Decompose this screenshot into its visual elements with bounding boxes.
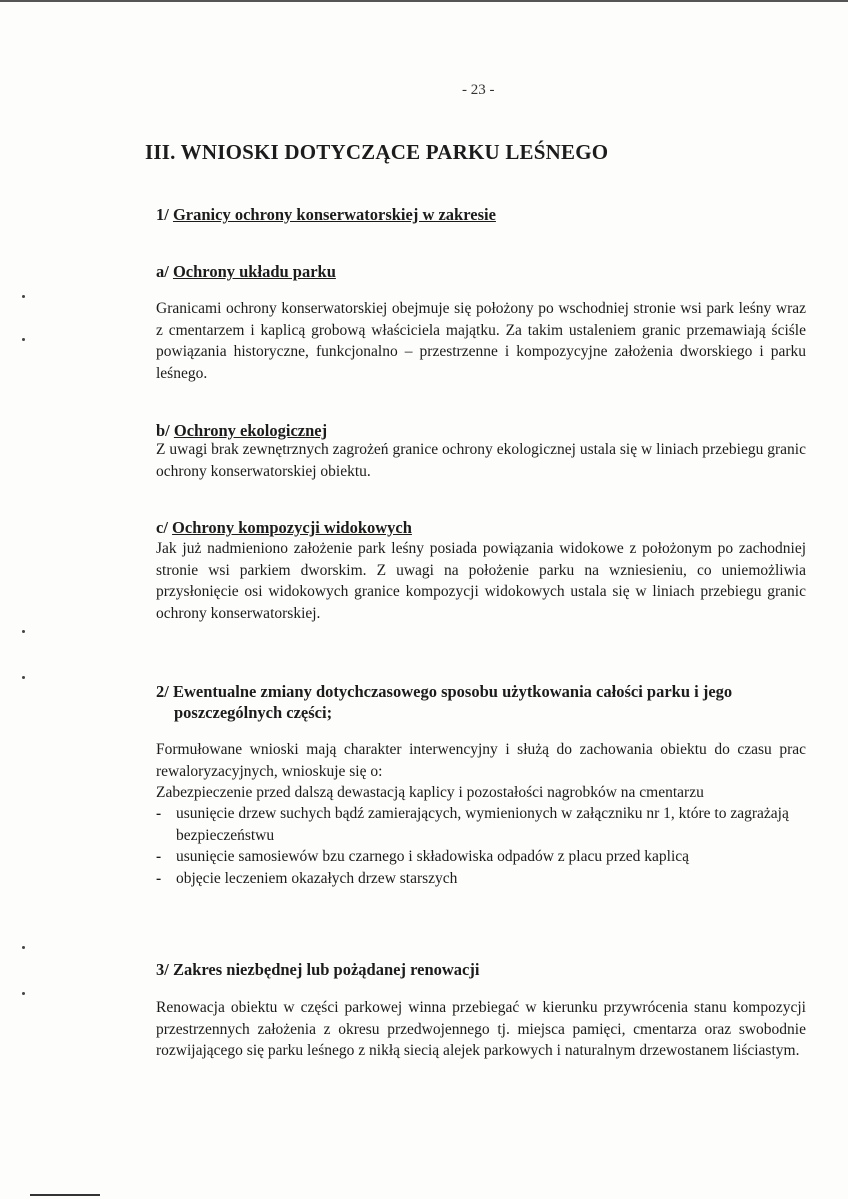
section-1-title: Granicy ochrony konserwatorskiej w zakresie: [172, 205, 496, 224]
section-2-heading-line1: 2/ Ewentualne zmiany dotychczasowego sposobu użytkowania całości parku i jego: [156, 682, 733, 701]
page-title: III. WNIOSKI DOTYCZĄCE PARKU LEŚNEGO: [145, 140, 609, 164]
subsection-a-title: Ochrony układu parku: [172, 262, 336, 281]
list-item: - usunięcie samosiewów bzu czarnego i składowiska odpadów z placu przed kaplicą: [156, 846, 816, 868]
subsection-b-text: Z uwagi brak zewnętrznych zagrożeń granice ochrony ekologicznej ustala się w liniach przebiegu granic ochrony konserwatorskiej obiektu.: [156, 441, 806, 480]
subsection-c-prefix: c/: [156, 518, 173, 537]
subsection-a-text: Granicami ochrony konserwatorskiej obejmuje się położony po wschodniej stronie wsi park leśny wraz z cmentarzem i kaplicą grobową właściciela majątku. Za takim ustaleniem granic przemawiają ściśle powiązania historyczne, funkcjonalno – przestrzenne i kompozycyjne założenia dworskiego i parku leśnego.: [156, 300, 806, 382]
page-number: - 23 -: [462, 82, 495, 98]
subsection-b-heading: [156, 421, 327, 441]
section-2-intro: Formułowane wnioski mają charakter interwencyjny i służą do zachowania obiektu do czasu prac rewaloryzacyjnych, wnioskuje się o:: [156, 741, 806, 780]
scan-top-edge: [0, 0, 848, 2]
section-1-prefix: 1/: [156, 205, 173, 224]
subsection-c-text: Jak już nadmieniono założenie park leśny posiada powiązania widokowe z położonym po zachodniej stronie wsi parkiem dworskim. Z uwagi na położenie parku na wzniesieniu, co uniemożliwia przysłonięcie osi widokowych granice kompozycji widokowych ustala się w liniach przebiegu granic ochrony konserwatorskiej.: [156, 540, 806, 622]
list-item: - objęcie leczeniem okazałych drzew starszych: [156, 868, 816, 890]
scan-speck: [22, 295, 25, 298]
section-3-text: Renowacja obiektu w części parkowej winna przebiegać w kierunku przywrócenia stanu kompozycji przestrzennych założenia z okresu przedwojennego tj. miejsca pamięci, cmentarza oraz swobodnie rozwijającego się parku leśnego z nikłą siecią alejek parkowych i naturalnym drzewostanem liściastym.: [156, 999, 806, 1059]
subsection-b-prefix: b/: [156, 421, 174, 440]
subsection-c-title: Ochrony kompozycji widokowych: [172, 518, 412, 537]
scan-speck: [22, 630, 25, 633]
section-2-list: [156, 803, 816, 889]
section-2-heading-line2: poszczególnych części;: [174, 703, 333, 722]
scan-speck: [22, 338, 25, 341]
subsection-b-title: Ochrony ekologicznej: [173, 421, 328, 440]
scan-bottom-mark: [30, 1194, 100, 1196]
subsection-a-heading: [156, 262, 336, 282]
section-3-heading: 3/ Zakres niezbędnej lub pożądanej renowacji: [156, 960, 480, 979]
scan-speck: [22, 992, 25, 995]
list-item: - usunięcie drzew suchych bądź zamierających, wymienionych w załączniku nr 1, które to zagrażają bezpieczeństwu: [156, 803, 816, 846]
section-2-lead: Zabezpieczenie przed dalszą dewastacją kaplicy i pozostałości nagrobków na cmentarzu: [156, 784, 704, 801]
section-1-heading: [156, 205, 496, 225]
scan-speck: [22, 676, 25, 679]
subsection-c-heading: [156, 518, 412, 538]
subsection-a-prefix: a/: [156, 262, 173, 281]
scan-speck: [22, 946, 25, 949]
